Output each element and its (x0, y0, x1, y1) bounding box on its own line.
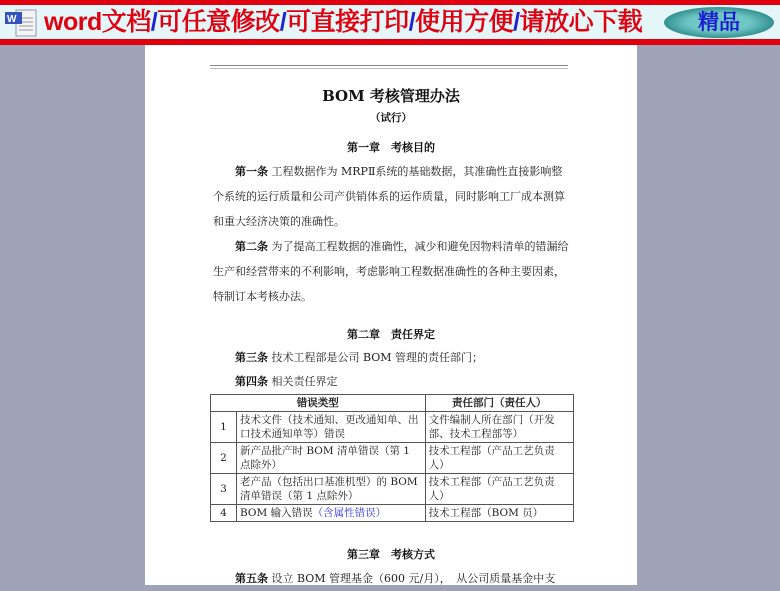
doc-subtitle: （试行） (370, 112, 412, 124)
department: 文件编制人所在部门（开发部、技术工程部等） (425, 412, 573, 443)
document-page (145, 45, 637, 585)
table-row (211, 443, 574, 474)
premium-badge: 精品 (664, 7, 774, 38)
word-document-icon (4, 8, 40, 38)
responsibility-table (210, 394, 574, 522)
row-number: 2 (211, 443, 237, 474)
chapter-1-heading: 第一章 考核目的 (347, 141, 435, 154)
row-number: 3 (211, 474, 237, 505)
article-1: 第一条 工程数据作为 MRPⅡ系统的基础数据，其准确性直接影响整个系统的运行质量和公司产供销体系的运作质量，同时影响工厂成本测算和重大经济决策的准确性。 (213, 165, 565, 228)
table-row (211, 505, 574, 522)
header-rule (210, 68, 568, 69)
header-rule (210, 65, 568, 66)
table-row (211, 474, 574, 505)
department: 技术工程部（产品工艺负责人） (425, 443, 573, 474)
error-type: 老产品（包括出口基准机型）的 BOM 清单错误（第 1 点除外） (237, 474, 426, 505)
error-type: 新产品批产时 BOM 清单错误（第 1 点除外） (237, 443, 426, 474)
row-number: 4 (211, 505, 237, 522)
error-type: 技术文件（技术通知、更改通知单、出口技术通知单等）错误 (237, 412, 426, 443)
article-2: 第二条 为了提高工程数据的准确性，减少和避免因物料清单的错漏给生产和经营带来的不利影响，考虑影响工程数据准确性的各种主要因素，特制订本考核办法。 (213, 240, 569, 303)
doc-title: BOM 考核管理办法 (322, 87, 460, 105)
header-error-type: 错误类型 (211, 395, 426, 412)
article-3: 第三条 技术工程部是公司 BOM 管理的责任部门； (235, 351, 484, 364)
banner (0, 0, 780, 45)
error-type: BOM 输入错误（含属性错误） (237, 505, 426, 522)
department: 技术工程部（产品工艺负责人） (425, 474, 573, 505)
banner-text: word文档/可任意修改/可直接打印/使用方便/请放心下载 (44, 8, 643, 36)
table-row (211, 412, 574, 443)
chapter-3-heading: 第三章 考核方式 (347, 548, 435, 561)
department: 技术工程部（BOM 员） (425, 505, 573, 522)
header-department: 责任部门（责任人） (425, 395, 573, 412)
svg-text:W: W (7, 14, 17, 25)
table-header-row (211, 395, 574, 412)
row-number: 1 (211, 412, 237, 443)
article-4: 第四条 相关责任界定 (235, 375, 338, 388)
article-5: 第五条 设立 BOM 管理基金（600 元/月）， 从公司质量基金中支 (235, 572, 556, 585)
chapter-2-heading: 第二章 责任界定 (347, 328, 435, 341)
